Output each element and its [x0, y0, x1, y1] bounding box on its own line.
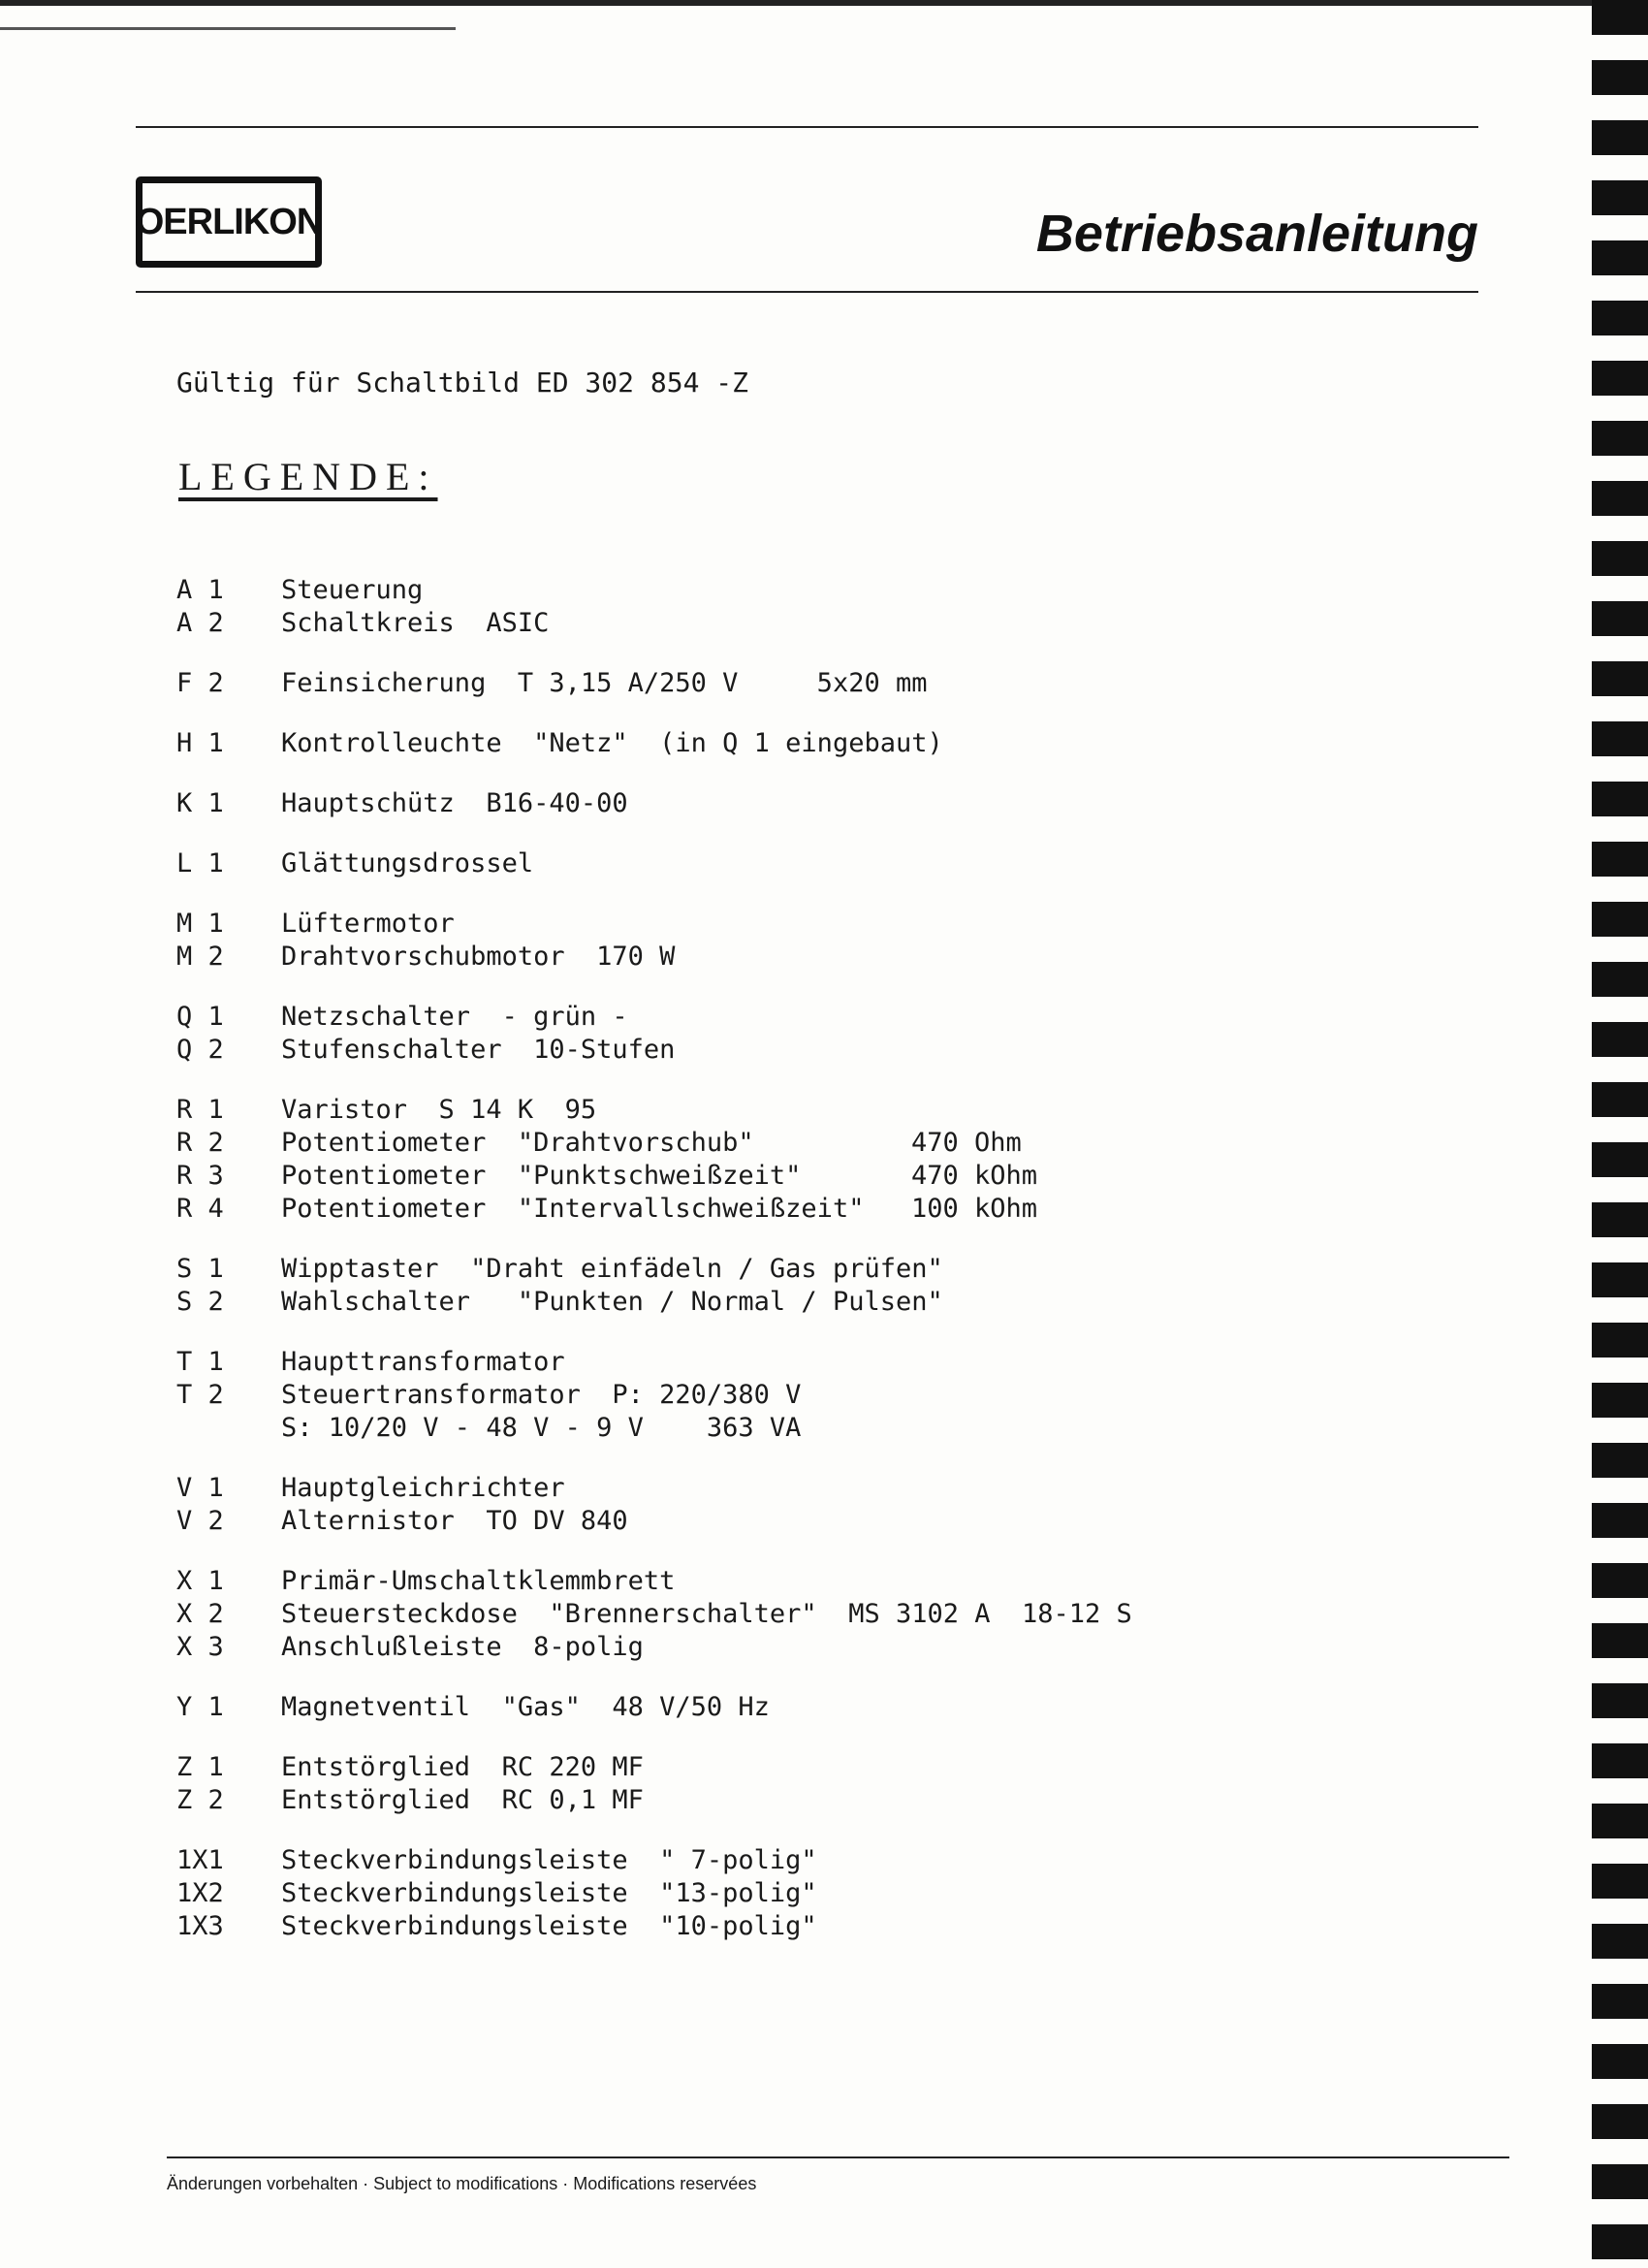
spiral-binding [1592, 0, 1648, 2268]
legend-row [176, 1505, 1437, 1538]
component-description: Varistor S 14 K 95 [281, 1095, 597, 1125]
footer-rule [167, 2156, 1509, 2158]
component-code: S 1 [176, 1254, 224, 1284]
component-code: K 1 [176, 788, 224, 818]
validity-note: Gültig für Schaltbild ED 302 854 -Z [176, 367, 749, 399]
legend-group [176, 1565, 1437, 1664]
component-code: T 1 [176, 1347, 224, 1377]
legend-row [176, 1127, 1437, 1160]
component-description: Schaltkreis ASIC [281, 608, 550, 638]
legend-row [176, 1001, 1437, 1034]
component-description: Hauptgleichrichter [281, 1473, 565, 1503]
component-code: X 3 [176, 1632, 224, 1662]
legend-row [176, 1193, 1437, 1226]
legend-list [176, 574, 1437, 1970]
legend-row [176, 908, 1437, 941]
component-value: 470 Ohm [911, 1128, 1022, 1158]
component-code: R 2 [176, 1128, 224, 1158]
legend-group [176, 1001, 1437, 1067]
legend-row [176, 1160, 1437, 1193]
legend-row [176, 1094, 1437, 1127]
component-description: Potentiometer "Intervallschweißzeit" [281, 1194, 865, 1224]
component-description: Alternistor TO DV 840 [281, 1506, 628, 1536]
legend-group [176, 727, 1437, 760]
legend-row [176, 847, 1437, 880]
component-code: V 1 [176, 1473, 224, 1503]
legend-row [176, 1472, 1437, 1505]
component-code: Z 2 [176, 1785, 224, 1815]
legend-row [176, 1844, 1437, 1877]
component-description: Potentiometer "Punktschweißzeit" [281, 1161, 802, 1191]
component-code: X 1 [176, 1566, 224, 1596]
legend-group [176, 908, 1437, 974]
legend-row [176, 1034, 1437, 1067]
legend-row [176, 1565, 1437, 1598]
legend-group [176, 1094, 1437, 1226]
component-description: Feinsicherung T 3,15 A/250 V 5x20 mm [281, 668, 928, 698]
legend-group [176, 787, 1437, 820]
component-description: Steckverbindungsleiste "13-polig" [281, 1878, 817, 1908]
component-code: Q 1 [176, 1002, 224, 1032]
legend-group [176, 1346, 1437, 1445]
component-code: A 2 [176, 608, 224, 638]
legend-row [176, 727, 1437, 760]
legend-group [176, 1844, 1437, 1943]
legend-group [176, 847, 1437, 880]
component-code: L 1 [176, 848, 224, 878]
component-description: Potentiometer "Drahtvorschub" [281, 1128, 754, 1158]
component-description: Steuertransformator P: 220/380 V [281, 1380, 802, 1410]
component-code: A 1 [176, 575, 224, 605]
legend-row [176, 1751, 1437, 1784]
legend-group [176, 1253, 1437, 1319]
component-code: Y 1 [176, 1692, 224, 1722]
component-code: R 1 [176, 1095, 224, 1125]
component-code: X 2 [176, 1599, 224, 1629]
component-code: V 2 [176, 1506, 224, 1536]
legend-row [176, 1253, 1437, 1286]
legend-row [176, 1691, 1437, 1724]
component-description: Entstörglied RC 220 MF [281, 1752, 644, 1782]
footer-note: Änderungen vorbehalten · Subject to modifications · Modifications reservées [167, 2174, 757, 2193]
legend-group [176, 667, 1437, 700]
legend-row [176, 574, 1437, 607]
legend-row [176, 1631, 1437, 1664]
legend-row [176, 1784, 1437, 1817]
component-description: Magnetventil "Gas" 48 V/50 Hz [281, 1692, 770, 1722]
legend-heading: LEGENDE: [178, 455, 438, 498]
component-description: Hauptschütz B16-40-00 [281, 788, 628, 818]
component-code: M 1 [176, 909, 224, 939]
legend-row [176, 1346, 1437, 1379]
component-code: Z 1 [176, 1752, 224, 1782]
scan-edge-top [0, 0, 1648, 6]
legend-row [176, 1877, 1437, 1910]
component-code: R 3 [176, 1161, 224, 1191]
component-code: 1X2 [176, 1878, 224, 1908]
component-description: Steckverbindungsleiste "10-polig" [281, 1911, 817, 1941]
page-title: Betriebsanleitung [1035, 205, 1478, 263]
component-description: Wipptaster "Draht einfädeln / Gas prüfen" [281, 1254, 943, 1284]
component-description: Kontrolleuchte "Netz" (in Q 1 eingebaut) [281, 728, 943, 758]
legend-group [176, 1751, 1437, 1817]
component-description: Primär-Umschaltklemmbrett [281, 1566, 676, 1596]
component-description: Drahtvorschubmotor 170 W [281, 942, 676, 972]
legend-row [176, 787, 1437, 820]
component-code: 1X3 [176, 1911, 224, 1941]
component-description: Steuerung [281, 575, 424, 605]
legend-group [176, 574, 1437, 640]
legend-row [176, 1910, 1437, 1943]
component-code: S 2 [176, 1287, 224, 1317]
component-description: Stufenschalter 10-Stufen [281, 1035, 676, 1065]
component-code: H 1 [176, 728, 224, 758]
legend-row [176, 607, 1437, 640]
scan-edge-line [0, 27, 456, 30]
component-description: Steckverbindungsleiste " 7-polig" [281, 1845, 817, 1875]
legend-row [176, 1598, 1437, 1631]
component-value: 100 kOhm [911, 1194, 1038, 1224]
component-code: T 2 [176, 1380, 224, 1410]
legend-row [176, 1379, 1437, 1412]
component-description: Lüftermotor [281, 909, 455, 939]
legend-row [176, 1412, 1437, 1445]
component-description: S: 10/20 V - 48 V - 9 V 363 VA [281, 1413, 802, 1443]
component-code: F 2 [176, 668, 224, 698]
oerlikon-logo: OERLIKON [136, 176, 322, 268]
legend-row [176, 1286, 1437, 1319]
header-rule-top [136, 126, 1478, 128]
component-code: R 4 [176, 1194, 224, 1224]
component-code: 1X1 [176, 1845, 224, 1875]
component-code [176, 1412, 281, 1445]
legend-group [176, 1691, 1437, 1724]
component-description: Haupttransformator [281, 1347, 565, 1377]
component-description: Netzschalter - grün - [281, 1002, 628, 1032]
component-code: Q 2 [176, 1035, 224, 1065]
legend-row [176, 941, 1437, 974]
component-description: Anschlußleiste 8-polig [281, 1632, 644, 1662]
component-description: Steuersteckdose "Brennerschalter" MS 3102 A 18-12 S [281, 1599, 1132, 1629]
component-code: M 2 [176, 942, 224, 972]
legend-group [176, 1472, 1437, 1538]
component-value: 470 kOhm [911, 1161, 1038, 1191]
component-description: Entstörglied RC 0,1 MF [281, 1785, 644, 1815]
component-description: Wahlschalter "Punkten / Normal / Pulsen" [281, 1287, 943, 1317]
component-description: Glättungsdrossel [281, 848, 534, 878]
legend-row [176, 667, 1437, 700]
header-rule-bottom [136, 291, 1478, 293]
